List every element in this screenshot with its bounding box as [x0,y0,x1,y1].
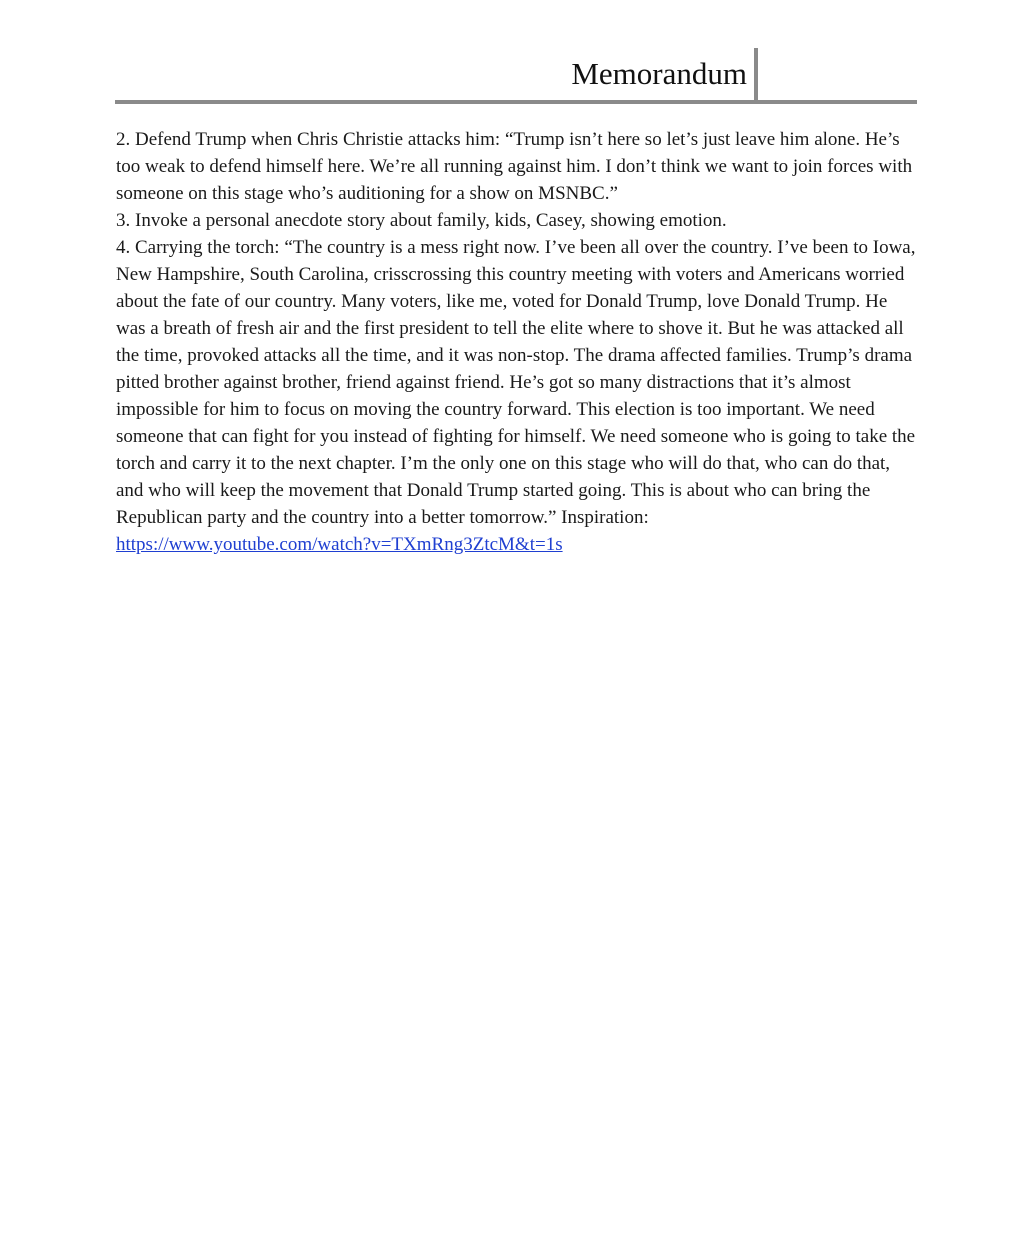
header-vertical-divider [754,48,758,101]
item-carrying-torch: 4. Carrying the torch: “The country is a mess right now. I’ve been all over the country. I’ve been to Iowa, New Hampshire, South Carolina, crisscrossing this country meeting with voters and Americans worried about the fate of our country. Many voters, like me, voted for Donald Trump, love Donald Trump. He was a breath of fresh air and the first president to tell the elite where to shove it. But he was attacked all the time, provoked attacks all the time, and it was non-stop. The drama affected families. Trump’s drama pitted brother against brother, friend against friend. He’s got so many distractions that it’s almost impossible for him to focus on moving the country forward. This election is too important. We need someone that can fight for you instead of fighting for himself. We need someone who is going to take the torch and carry it to the next chapter. I’m the only one on this stage who will do that, who can do that, and who will keep the movement that Donald Trump started going. This is about who can bring the Republican party and the country into a better tomorrow.” Inspiration: [116,237,916,528]
item-defend-trump: 2. Defend Trump when Chris Christie attacks him: “Trump isn’t here so let’s just leave him alone. He’s too weak to defend himself here. We’re all running against him. I don’t think we want to join forces with someone on this stage who’s auditioning for a show on MSNBC.” [116,129,913,204]
memo-title: Memorandum [571,56,747,91]
memo-header [115,48,917,104]
memo-body [116,126,916,558]
header-horizontal-rule [115,100,917,104]
inspiration-link[interactable]: https://www.youtube.com/watch?v=TXmRng3ZtcM&t=1s [116,534,563,555]
item-personal-anecdote: 3. Invoke a personal anecdote story about family, kids, Casey, showing emotion. [116,210,727,231]
